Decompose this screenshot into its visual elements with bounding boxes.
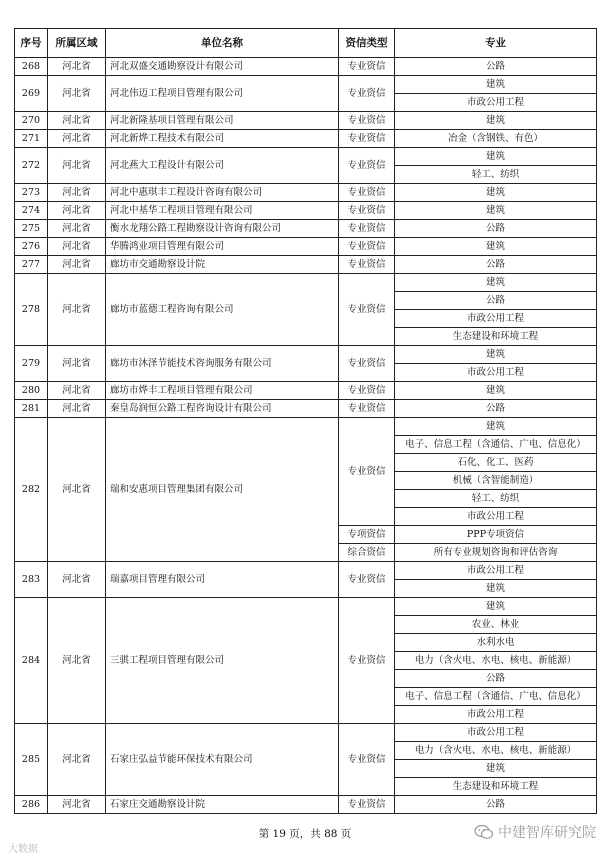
cell-major: 市政公用工程 (395, 508, 597, 526)
cell-no: 271 (15, 130, 48, 148)
cell-major: 建筑 (395, 274, 597, 292)
cell-major: 生态建设和环境工程 (395, 328, 597, 346)
cell-major: 公路 (395, 220, 597, 238)
cell-qualification-type: 专业资信 (339, 184, 395, 202)
watermark-left: 大数据 (8, 844, 38, 855)
cell-qualification-type: 专业资信 (339, 598, 395, 724)
cell-major: 冶金（含钢铁、有色） (395, 130, 597, 148)
cell-qualification-type: 专业资信 (339, 346, 395, 382)
cell-major: 建筑 (395, 238, 597, 256)
cell-qualification-type: 专业资信 (339, 400, 395, 418)
cell-major: 轻工、纺织 (395, 166, 597, 184)
cell-major: 所有专业规划咨询和评估咨询 (395, 544, 597, 562)
watermark-brand: 中建智库研究院 (498, 825, 596, 841)
cell-region: 河北省 (48, 202, 106, 220)
cell-region: 河北省 (48, 76, 106, 112)
table-row (15, 562, 597, 580)
cell-major: 建筑 (395, 418, 597, 436)
table-row (15, 418, 597, 436)
cell-region: 河北省 (48, 400, 106, 418)
cell-qualification-type: 专业资信 (339, 796, 395, 814)
table-row (15, 724, 597, 742)
table-row (15, 598, 597, 616)
table-row (15, 382, 597, 400)
cell-no: 281 (15, 400, 48, 418)
cell-major: 公路 (395, 256, 597, 274)
cell-region: 河北省 (48, 562, 106, 598)
cell-company-name: 瑞和安惠项目管理集团有限公司 (106, 418, 339, 562)
cell-no: 280 (15, 382, 48, 400)
cell-major: 电子、信息工程（含通信、广电、信息化） (395, 436, 597, 454)
cell-major: 建筑 (395, 382, 597, 400)
table-row (15, 238, 597, 256)
cell-company-name: 河北中基华工程项目管理有限公司 (106, 202, 339, 220)
cell-qualification-type: 专业资信 (339, 256, 395, 274)
header-no: 序号 (15, 29, 48, 58)
page-number: 第 19 页，共 88 页 (258, 828, 352, 840)
cell-no: 285 (15, 724, 48, 796)
cell-company-name: 华腾鸿业项目管理有限公司 (106, 238, 339, 256)
cell-no: 275 (15, 220, 48, 238)
cell-major: 建筑 (395, 148, 597, 166)
cell-no: 278 (15, 274, 48, 346)
cell-region: 河北省 (48, 256, 106, 274)
cell-region: 河北省 (48, 346, 106, 382)
header-type: 资信类型 (339, 29, 395, 58)
cell-region: 河北省 (48, 220, 106, 238)
cell-no: 270 (15, 112, 48, 130)
cell-company-name: 石家庄交通勘察设计院 (106, 796, 339, 814)
cell-region: 河北省 (48, 796, 106, 814)
cell-region: 河北省 (48, 58, 106, 76)
cell-major: 电子、信息工程（含通信、广电、信息化） (395, 688, 597, 706)
cell-no: 282 (15, 418, 48, 562)
cell-no: 274 (15, 202, 48, 220)
cell-major: 轻工、纺织 (395, 490, 597, 508)
cell-no: 277 (15, 256, 48, 274)
cell-major: 公路 (395, 670, 597, 688)
cell-major: 建筑 (395, 580, 597, 598)
table-row (15, 130, 597, 148)
cell-major: 公路 (395, 58, 597, 76)
cell-company-name: 廊坊市蓝德工程咨询有限公司 (106, 274, 339, 346)
table-row (15, 400, 597, 418)
cell-region: 河北省 (48, 274, 106, 346)
cell-major: 市政公用工程 (395, 724, 597, 742)
table-row (15, 148, 597, 166)
cell-no: 279 (15, 346, 48, 382)
cell-major: 建筑 (395, 598, 597, 616)
table-row (15, 112, 597, 130)
cell-company-name: 瑞嘉项目管理有限公司 (106, 562, 339, 598)
cell-major: 电力（含火电、水电、核电、新能源） (395, 652, 597, 670)
cell-company-name: 廊坊市沐泽节能技术咨询服务有限公司 (106, 346, 339, 382)
cell-company-name: 河北中惠琪丰工程设计咨询有限公司 (106, 184, 339, 202)
cell-qualification-type: 专业资信 (339, 274, 395, 346)
cell-no: 276 (15, 238, 48, 256)
cell-region: 河北省 (48, 724, 106, 796)
cell-company-name: 河北双盛交通勘察设计有限公司 (106, 58, 339, 76)
cell-company-name: 河北伟迈工程项目管理有限公司 (106, 76, 339, 112)
cell-qualification-type: 专业资信 (339, 382, 395, 400)
cell-major: 建筑 (395, 76, 597, 94)
cell-major: 市政公用工程 (395, 706, 597, 724)
cell-no: 284 (15, 598, 48, 724)
table-row (15, 76, 597, 94)
cell-major: 市政公用工程 (395, 310, 597, 328)
cell-region: 河北省 (48, 418, 106, 562)
cell-major: 建筑 (395, 202, 597, 220)
cell-major: 生态建设和环境工程 (395, 778, 597, 796)
cell-no: 268 (15, 58, 48, 76)
cell-qualification-type: 专业资信 (339, 220, 395, 238)
cell-qualification-type: 专项资信 (339, 526, 395, 544)
header-name: 单位名称 (106, 29, 339, 58)
cell-region: 河北省 (48, 148, 106, 184)
cell-major: 石化、化工、医药 (395, 454, 597, 472)
cell-qualification-type: 综合资信 (339, 544, 395, 562)
table-row (15, 202, 597, 220)
cell-major: PPP专项资信 (395, 526, 597, 544)
cell-no: 273 (15, 184, 48, 202)
cell-major: 电力（含火电、水电、核电、新能源） (395, 742, 597, 760)
cell-qualification-type: 专业资信 (339, 76, 395, 112)
cell-company-name: 河北燕大工程设计有限公司 (106, 148, 339, 184)
cell-region: 河北省 (48, 130, 106, 148)
watermark-right (474, 822, 596, 842)
cell-no: 269 (15, 76, 48, 112)
cell-major: 建筑 (395, 112, 597, 130)
table-header-row (15, 29, 597, 58)
qualification-table (14, 28, 597, 814)
table-body (15, 58, 597, 814)
cell-major: 建筑 (395, 346, 597, 364)
table-row (15, 58, 597, 76)
cell-company-name: 廊坊市烨丰工程项目管理有限公司 (106, 382, 339, 400)
cell-major: 建筑 (395, 184, 597, 202)
cell-region: 河北省 (48, 598, 106, 724)
cell-qualification-type: 专业资信 (339, 202, 395, 220)
wechat-icon (474, 824, 494, 840)
cell-qualification-type: 专业资信 (339, 238, 395, 256)
cell-major: 公路 (395, 796, 597, 814)
cell-company-name: 河北新烨工程技术有限公司 (106, 130, 339, 148)
cell-company-name: 河北新隆基项目管理有限公司 (106, 112, 339, 130)
cell-qualification-type: 专业资信 (339, 148, 395, 184)
cell-region: 河北省 (48, 238, 106, 256)
cell-qualification-type: 专业资信 (339, 418, 395, 526)
cell-qualification-type: 专业资信 (339, 724, 395, 796)
cell-major: 农业、林业 (395, 616, 597, 634)
table-row (15, 220, 597, 238)
cell-major: 市政公用工程 (395, 94, 597, 112)
cell-company-name: 衡水龙翔公路工程勘察设计咨询有限公司 (106, 220, 339, 238)
header-major: 专业 (395, 29, 597, 58)
table-row (15, 346, 597, 364)
cell-region: 河北省 (48, 112, 106, 130)
table-row (15, 796, 597, 814)
cell-company-name: 廊坊市交通勘察设计院 (106, 256, 339, 274)
cell-company-name: 石家庄弘益节能环保技术有限公司 (106, 724, 339, 796)
cell-region: 河北省 (48, 382, 106, 400)
cell-major: 市政公用工程 (395, 364, 597, 382)
cell-qualification-type: 专业资信 (339, 58, 395, 76)
cell-major: 公路 (395, 400, 597, 418)
cell-major: 建筑 (395, 760, 597, 778)
cell-major: 市政公用工程 (395, 562, 597, 580)
cell-region: 河北省 (48, 184, 106, 202)
cell-company-name: 三骐工程项目管理有限公司 (106, 598, 339, 724)
cell-major: 机械（含智能制造） (395, 472, 597, 490)
cell-company-name: 秦皇岛润恒公路工程咨询设计有限公司 (106, 400, 339, 418)
header-region: 所属区域 (48, 29, 106, 58)
cell-qualification-type: 专业资信 (339, 112, 395, 130)
cell-qualification-type: 专业资信 (339, 562, 395, 598)
table-row (15, 256, 597, 274)
cell-qualification-type: 专业资信 (339, 130, 395, 148)
cell-no: 272 (15, 148, 48, 184)
cell-major: 水利水电 (395, 634, 597, 652)
cell-no: 283 (15, 562, 48, 598)
table-row (15, 184, 597, 202)
table-row (15, 274, 597, 292)
cell-major: 公路 (395, 292, 597, 310)
cell-no: 286 (15, 796, 48, 814)
